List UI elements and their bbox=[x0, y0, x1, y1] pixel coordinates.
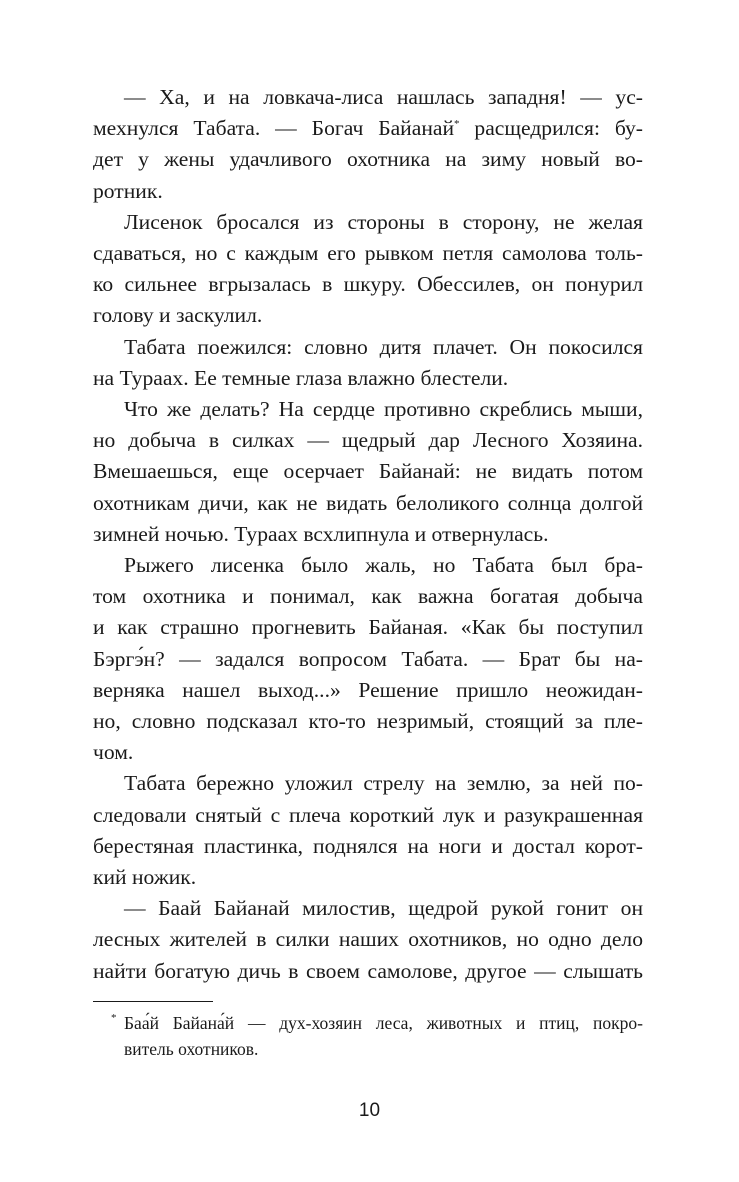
text-line: Рыжего лисенка было жаль, но Табата был бра- bbox=[124, 553, 643, 577]
text-fragment: мехнулся Табата. — Богач Байанай bbox=[93, 116, 455, 141]
text-line: — Баай Байанай милостив, щедрой рукой гонит он bbox=[124, 896, 643, 921]
text-line: верняка нашел выход...» Решение пришло неожидан- bbox=[93, 677, 643, 702]
text-line: и как страшно прогневить Байаная. «Как бы поступил bbox=[93, 615, 643, 640]
text-line: зимней ночью. Тураах всхлипнула и отвернулась. bbox=[93, 521, 549, 546]
text-line bbox=[93, 113, 643, 144]
text-line: Что же делать? На сердце противно скреблись мыши, bbox=[124, 397, 643, 421]
text-line: дет у жены удачливого охотника на зиму новый во- bbox=[93, 147, 643, 172]
text-line: сдаваться, но с каждым его рывком петля самолова толь- bbox=[93, 241, 643, 265]
text-line: но добыча в силках — щедрый дар Лесного Хозяина. bbox=[93, 428, 643, 453]
text-line: ротник. bbox=[93, 178, 163, 203]
text-line: кий ножик. bbox=[93, 865, 197, 889]
text-line: Лисенок бросался из стороны в сторону, не желая bbox=[124, 209, 643, 234]
text-line: берестяная пластинка, поднялся на ноги и достал корот- bbox=[93, 833, 643, 858]
text-line: найти богатую дичь в своем самолове, другое — слышать bbox=[93, 958, 643, 983]
text-line: лесных жителей в силки наших охотников, но одно дело bbox=[93, 927, 643, 952]
text-line: Вмешаешься, еще осерчает Байанай: не видать потом bbox=[93, 459, 643, 484]
text-line: ко сильнее вгрызалась в шкуру. Обессилев, он понурил bbox=[93, 272, 643, 297]
text-line: — Ха, и на ловкача-лиса нашлась западня! — ус- bbox=[124, 85, 643, 109]
text-line: охотникам дичи, как не видать белоликого солнца долгой bbox=[93, 490, 643, 515]
text-line: чом. bbox=[93, 740, 134, 765]
text-line: том охотника и понимал, как важна богатая добыча bbox=[93, 584, 643, 609]
text-line: Табата поежился: словно дитя плачет. Он покосился bbox=[124, 334, 643, 359]
text-line: Табата бережно уложил стрелу на землю, за ней по- bbox=[124, 771, 643, 796]
text-line: Бэргэ́н? — задался вопросом Табата. — Брат бы на- bbox=[93, 646, 643, 671]
footnote-reference: * bbox=[454, 118, 460, 130]
text-fragment: расщедрился: бу- bbox=[459, 116, 643, 141]
page-number: 10 bbox=[358, 1100, 381, 1121]
text-line: следовали снятый с плеча короткий лук и разукрашенная bbox=[93, 802, 643, 827]
footnote-line: витель охотников. bbox=[124, 1039, 259, 1059]
footnote-divider bbox=[93, 1001, 213, 1002]
footnote-text: Баа́й Байана́й — дух-хозяин леса, животных и птиц, покро- bbox=[124, 1013, 643, 1033]
text-line: голову и заскулил. bbox=[93, 303, 263, 328]
footnote-mark: * bbox=[111, 1012, 117, 1024]
text-line: на Тураах. Ее темные глаза влажно блестели. bbox=[93, 365, 509, 390]
text-line: но, словно подсказал кто-то незримый, стоящий за пле- bbox=[93, 709, 643, 733]
